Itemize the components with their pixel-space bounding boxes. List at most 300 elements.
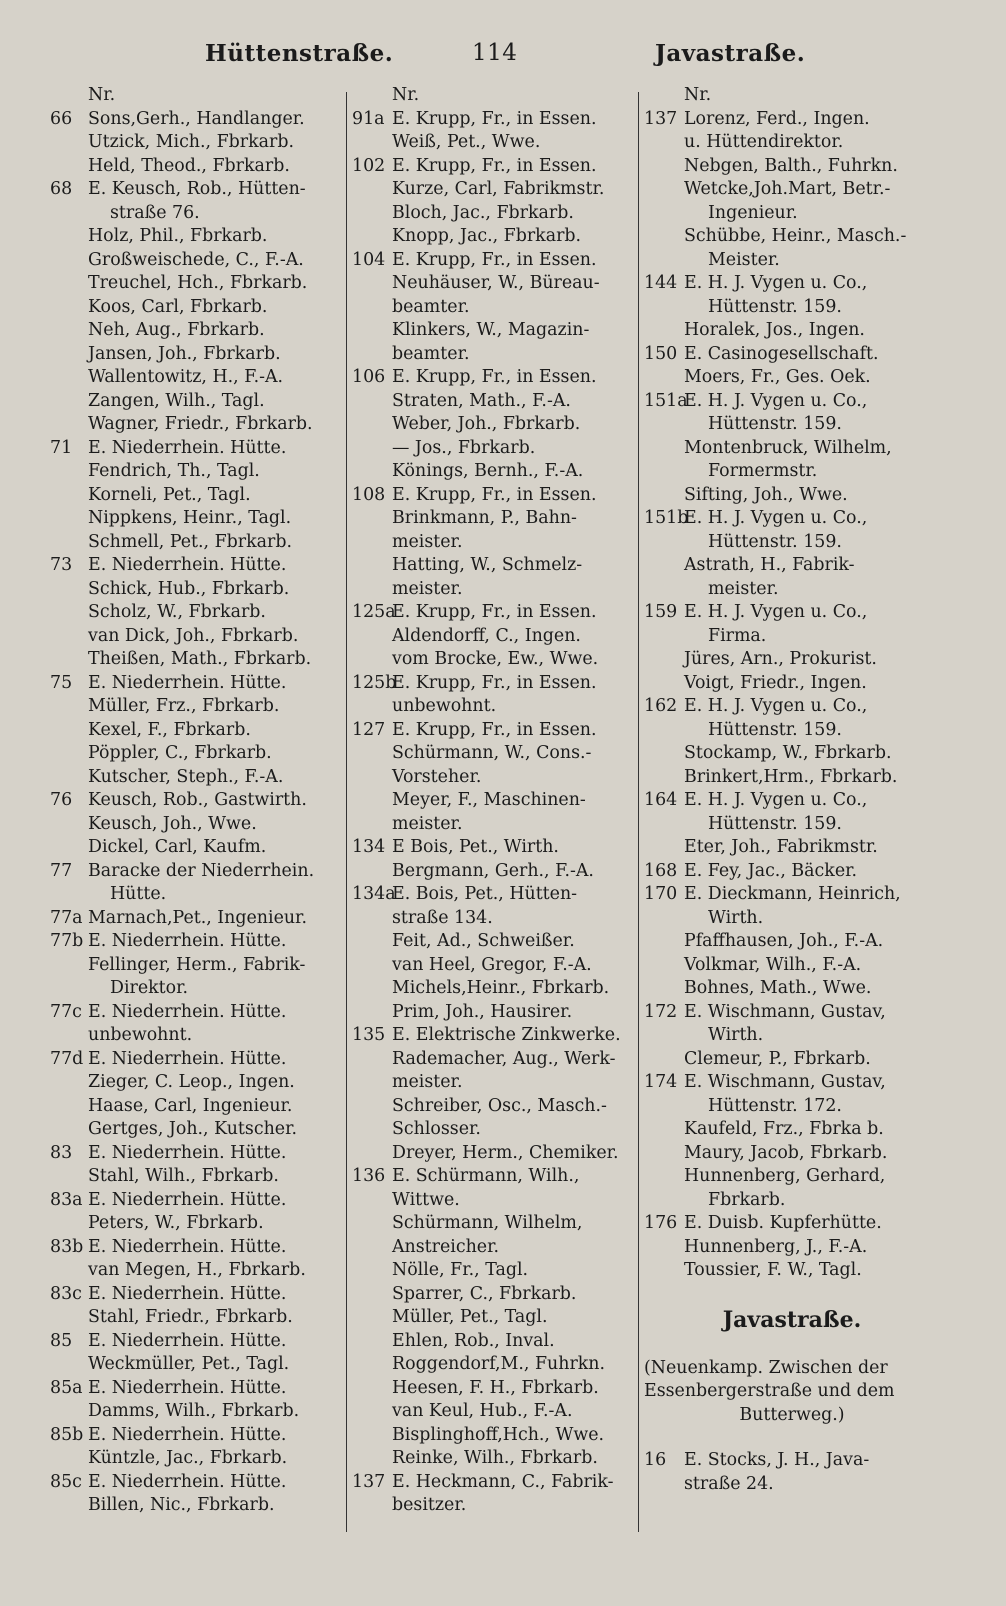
directory-entry-line bbox=[644, 672, 940, 696]
entry-text: Prim, Joh., Hausirer. bbox=[392, 1001, 573, 1022]
directory-entry-line bbox=[352, 1400, 638, 1424]
house-number: 151a bbox=[644, 390, 688, 411]
entry-text: Stahl, Wilh., Fbrkarb. bbox=[88, 1166, 279, 1186]
directory-entry-line bbox=[50, 625, 346, 649]
entry-text: Hüttenstr. 159. bbox=[708, 414, 842, 434]
directory-entry-line bbox=[50, 1330, 346, 1354]
directory-entry-line bbox=[352, 1330, 638, 1354]
directory-entry-line bbox=[50, 1259, 346, 1283]
directory-entry-line bbox=[644, 789, 940, 813]
house-number: 134 bbox=[352, 837, 386, 857]
entry-text: Meister. bbox=[708, 249, 780, 270]
entry-text: Damms, Wilh., Fbrkarb. bbox=[88, 1401, 300, 1421]
directory-entry-line bbox=[352, 719, 638, 743]
directory-entry-line bbox=[644, 648, 940, 672]
entry-text: E. Fey, Jac., Bäcker. bbox=[684, 860, 858, 881]
directory-entry-line bbox=[644, 1001, 940, 1025]
directory-entry-line bbox=[50, 695, 346, 719]
directory-entry-line bbox=[352, 1471, 638, 1495]
entry-text: E. Krupp, Fr., in Essen. bbox=[392, 108, 597, 129]
directory-entry-line bbox=[644, 1449, 940, 1473]
entry-text: Peters, W., Fbrkarb. bbox=[88, 1213, 264, 1233]
entry-text: Held, Theod., Fbrkarb. bbox=[88, 155, 290, 176]
entry-text: Nr. bbox=[684, 85, 712, 105]
directory-entry-line bbox=[50, 578, 346, 602]
entry-text: Wallentowitz, H., F.-A. bbox=[88, 367, 284, 387]
entry-text: Kurze, Carl, Fabrikmstr. bbox=[392, 179, 605, 199]
entry-text: Bergmann, Gerh., F.-A. bbox=[392, 860, 594, 881]
directory-entry-line bbox=[50, 1494, 346, 1518]
directory-entry-line bbox=[50, 954, 346, 978]
directory-entry-line bbox=[352, 108, 638, 132]
entry-text: u. Hüttendirektor. bbox=[684, 132, 844, 152]
entry-text: Knopp, Jac., Fbrkarb. bbox=[392, 226, 582, 246]
house-number: 83c bbox=[50, 1283, 82, 1304]
house-number: 125a bbox=[352, 602, 396, 622]
directory-entry-line bbox=[352, 578, 638, 602]
entry-text: Dickel, Carl, Kaufm. bbox=[88, 837, 267, 857]
house-number: 71 bbox=[50, 437, 73, 458]
house-number: 162 bbox=[644, 696, 678, 716]
directory-entry-line bbox=[644, 531, 940, 555]
entry-text: Neh, Aug., Fbrkarb. bbox=[88, 320, 265, 340]
directory-entry-line bbox=[352, 836, 638, 860]
entry-text: Schlosser. bbox=[392, 1119, 481, 1139]
house-number: 135 bbox=[352, 1025, 386, 1045]
entry-text: Wirth. bbox=[708, 907, 764, 928]
entry-text: Montenbruck, Wilhelm, bbox=[684, 437, 892, 458]
directory-entry-line bbox=[50, 319, 346, 343]
directory-entry-line bbox=[50, 1001, 346, 1025]
directory-entry-line bbox=[352, 1424, 638, 1448]
entry-text: Maury, Jacob, Fbrkarb. bbox=[684, 1142, 888, 1163]
house-number: 77b bbox=[50, 931, 84, 951]
entry-text: meister. bbox=[708, 578, 779, 599]
entry-text: Anstreicher. bbox=[392, 1236, 500, 1257]
entry-text: unbewohnt. bbox=[392, 696, 497, 716]
house-number: 85b bbox=[50, 1424, 84, 1445]
directory-entry-line bbox=[50, 766, 346, 790]
entry-text: Könings, Bernh., F.-A. bbox=[392, 461, 584, 481]
directory-entry-line bbox=[644, 108, 940, 132]
entry-text: Weckmüller, Pet., Tagl. bbox=[88, 1354, 290, 1374]
house-number: 137 bbox=[352, 1471, 386, 1492]
entry-text: Direktor. bbox=[110, 978, 189, 998]
directory-entry-line bbox=[644, 1165, 940, 1189]
entry-text: Schürmann, W., Cons.- bbox=[392, 743, 592, 763]
directory-entry-line bbox=[644, 907, 940, 931]
directory-entry-line bbox=[50, 883, 346, 907]
directory-entry-line bbox=[352, 366, 638, 390]
entry-text: Reinke, Wilh., Fbrkarb. bbox=[392, 1448, 598, 1468]
entry-text: Hüttenstr. 159. bbox=[708, 296, 842, 317]
entry-text: Toussier, F. W., Tagl. bbox=[684, 1260, 862, 1280]
entry-text: Schreiber, Osc., Masch.- bbox=[392, 1095, 607, 1116]
directory-entry-line bbox=[352, 1142, 638, 1166]
directory-entry-line bbox=[50, 1165, 346, 1189]
entry-text: Stockamp, W., Fbrkarb. bbox=[684, 743, 892, 763]
directory-entry-line bbox=[352, 695, 638, 719]
directory-entry-line bbox=[352, 319, 638, 343]
directory-entry-line bbox=[644, 742, 940, 766]
entry-text: Sifting, Joh., Wwe. bbox=[684, 484, 848, 505]
house-number: 76 bbox=[50, 790, 73, 810]
column-1 bbox=[50, 84, 346, 1518]
entry-text: Müller, Frz., Fbrkarb. bbox=[88, 696, 280, 716]
house-number: 104 bbox=[352, 249, 386, 270]
directory-entry-line bbox=[644, 1118, 940, 1142]
directory-entry-line bbox=[50, 930, 346, 954]
entry-text: Aldendorff, C., Ingen. bbox=[392, 625, 581, 646]
directory-entry-line bbox=[352, 789, 638, 813]
directory-entry-line bbox=[50, 390, 346, 414]
entry-text: E. Casinogesellschaft. bbox=[684, 343, 879, 364]
directory-entry-line bbox=[644, 484, 940, 508]
section-description: Butterweg.) bbox=[739, 1404, 845, 1425]
directory-entry-line bbox=[644, 977, 940, 1001]
directory-entry-line bbox=[50, 1447, 346, 1471]
directory-entry-line bbox=[50, 202, 346, 226]
section-description: Essenbergerstraße und dem bbox=[644, 1381, 895, 1401]
directory-entry-line bbox=[50, 789, 346, 813]
entry-text: Fendrich, Th., Tagl. bbox=[88, 461, 260, 481]
directory-entry-line bbox=[50, 813, 346, 837]
entry-text: Hüttenstr. 159. bbox=[708, 531, 842, 552]
directory-entry-line bbox=[352, 343, 638, 367]
entry-text: straße 76. bbox=[110, 202, 200, 223]
directory-entry-line bbox=[50, 366, 346, 390]
house-number: 68 bbox=[50, 179, 73, 199]
directory-entry-line bbox=[352, 484, 638, 508]
column-3 bbox=[644, 84, 940, 1496]
entry-text: Formermstr. bbox=[708, 461, 818, 481]
directory-entry-line bbox=[644, 319, 940, 343]
directory-entry-line bbox=[50, 460, 346, 484]
directory-entry-line bbox=[50, 249, 346, 273]
directory-entry-line bbox=[352, 1494, 638, 1518]
house-number: 164 bbox=[644, 790, 678, 810]
directory-entry-line bbox=[50, 1306, 346, 1330]
directory-entry-line bbox=[50, 1377, 346, 1401]
entry-text: Bohnes, Math., Wwe. bbox=[684, 978, 872, 998]
directory-entry-line bbox=[50, 719, 346, 743]
entry-text: Brinkmann, P., Bahn- bbox=[392, 508, 577, 528]
entry-text: Roggendorf,M., Fuhrkn. bbox=[392, 1354, 606, 1374]
entry-text: E. Duisb. Kupferhütte. bbox=[684, 1213, 882, 1233]
house-number: 151b bbox=[644, 508, 689, 528]
directory-entry-line bbox=[644, 1189, 940, 1213]
house-number: 77d bbox=[50, 1048, 84, 1069]
directory-entry-line bbox=[50, 131, 346, 155]
entry-text: Brinkert,Hrm., Fbrkarb. bbox=[684, 766, 898, 787]
directory-entry-line bbox=[352, 1118, 638, 1142]
directory-entry-line bbox=[352, 1306, 638, 1330]
directory-entry-line bbox=[352, 202, 638, 226]
entry-text: E. Niederrhein. Hütte. bbox=[88, 1142, 287, 1163]
directory-entry-line bbox=[50, 84, 346, 108]
directory-entry-line bbox=[352, 954, 638, 978]
directory-entry-line bbox=[50, 601, 346, 625]
directory-entry-line bbox=[644, 1259, 940, 1283]
entry-text: meister. bbox=[392, 813, 463, 834]
directory-entry-line bbox=[644, 930, 940, 954]
entry-text: Utzick, Mich., Fbrkarb. bbox=[88, 132, 294, 152]
directory-entry-line bbox=[644, 1212, 940, 1236]
entry-text: Schübbe, Heinr., Masch.- bbox=[684, 226, 907, 246]
directory-entry-line bbox=[352, 977, 638, 1001]
directory-entry-line bbox=[644, 836, 940, 860]
house-number: 150 bbox=[644, 343, 678, 364]
directory-entry-line bbox=[50, 1471, 346, 1495]
directory-entry-line bbox=[50, 1189, 346, 1213]
entry-text: E. Niederrhein. Hütte. bbox=[88, 931, 287, 951]
directory-entry-line bbox=[644, 719, 940, 743]
entry-text: straße 24. bbox=[684, 1473, 774, 1494]
column-2 bbox=[352, 84, 638, 1518]
entry-text: Kutscher, Steph., F.-A. bbox=[88, 766, 284, 787]
house-number: 91a bbox=[352, 108, 385, 129]
entry-text: E. Heckmann, C., Fabrik- bbox=[392, 1471, 614, 1492]
entry-text: Holz, Phil., Fbrkarb. bbox=[88, 226, 268, 246]
directory-entry-line bbox=[644, 1095, 940, 1119]
running-header-right: Javastraße. bbox=[655, 40, 806, 67]
directory-entry-line bbox=[352, 225, 638, 249]
section-title: Javastraße. bbox=[722, 1306, 862, 1333]
directory-entry-line bbox=[50, 1048, 346, 1072]
directory-entry-line bbox=[644, 1071, 940, 1095]
entry-text: Jüres, Arn., Prokurist. bbox=[684, 649, 877, 669]
entry-text: Wagner, Friedr., Fbrkarb. bbox=[88, 414, 313, 434]
entry-text: Feit, Ad., Schweißer. bbox=[392, 931, 575, 951]
directory-entry-line bbox=[352, 930, 638, 954]
house-number: 85a bbox=[50, 1377, 83, 1398]
house-number: 83a bbox=[50, 1189, 83, 1210]
directory-entry-line bbox=[50, 531, 346, 555]
house-number: 108 bbox=[352, 484, 386, 505]
entry-text: Müller, Pet., Tagl. bbox=[392, 1307, 548, 1327]
entry-text: Pöppler, C., Fbrkarb. bbox=[88, 743, 272, 763]
entry-text: E. Niederrhein. Hütte. bbox=[88, 1471, 287, 1492]
directory-entry-line bbox=[352, 1259, 638, 1283]
entry-text: E. Wischmann, Gustav, bbox=[684, 1001, 886, 1022]
house-number: 168 bbox=[644, 860, 678, 881]
entry-text: beamter. bbox=[392, 296, 470, 317]
entry-text: E. Niederrhein. Hütte. bbox=[88, 1236, 287, 1257]
house-number: 106 bbox=[352, 367, 386, 387]
entry-text: Keusch, Joh., Wwe. bbox=[88, 813, 257, 834]
entry-text: Schürmann, Wilhelm, bbox=[392, 1213, 583, 1233]
house-number: 83b bbox=[50, 1236, 84, 1257]
entry-text: Hüttenstr. 172. bbox=[708, 1095, 842, 1116]
house-number: 144 bbox=[644, 273, 678, 293]
directory-entry-line bbox=[50, 1400, 346, 1424]
entry-text: Bloch, Jac., Fbrkarb. bbox=[392, 202, 574, 223]
entry-text: Kexel, F., Fbrkarb. bbox=[88, 719, 251, 740]
column-divider bbox=[638, 92, 639, 1532]
directory-entry-line bbox=[352, 860, 638, 884]
house-number: 85c bbox=[50, 1471, 82, 1492]
house-number: 125b bbox=[352, 672, 397, 693]
entry-text: E. Krupp, Fr., in Essen. bbox=[392, 672, 597, 693]
house-number: 16 bbox=[644, 1450, 667, 1470]
directory-entry-line bbox=[352, 1048, 638, 1072]
entry-text: Großweischede, C., F.-A. bbox=[88, 249, 304, 270]
entry-text: Michels,Heinr., Fbrkarb. bbox=[392, 978, 610, 998]
directory-entry-line bbox=[352, 766, 638, 790]
entry-text: E. Elektrische Zinkwerke. bbox=[392, 1025, 621, 1045]
directory-entry-line bbox=[352, 1447, 638, 1471]
entry-text: E. Niederrhein. Hütte. bbox=[88, 437, 287, 458]
entry-text: E. Niederrhein. Hütte. bbox=[88, 1189, 287, 1210]
entry-text: E. Krupp, Fr., in Essen. bbox=[392, 484, 597, 505]
column-divider bbox=[346, 92, 347, 1532]
entry-text: E. H. J. Vygen u. Co., bbox=[684, 390, 868, 411]
entry-text: Baracke der Niederrhein. bbox=[88, 860, 315, 881]
directory-entry-line bbox=[352, 1283, 638, 1307]
directory-entry-line bbox=[50, 507, 346, 531]
entry-text: Moers, Fr., Ges. Oek. bbox=[684, 367, 871, 387]
entry-text: Weiß, Pet., Wwe. bbox=[392, 132, 541, 152]
house-number: 127 bbox=[352, 719, 386, 740]
entry-text: Horalek, Jos., Ingen. bbox=[684, 320, 865, 340]
entry-text: Sparrer, C., Fbrkarb. bbox=[392, 1283, 577, 1304]
directory-entry-line bbox=[352, 1189, 638, 1213]
directory-entry-line bbox=[352, 742, 638, 766]
entry-text: vom Brocke, Ew., Wwe. bbox=[392, 649, 599, 669]
entry-text: E Bois, Pet., Wirth. bbox=[392, 837, 559, 857]
directory-entry-line bbox=[644, 272, 940, 296]
directory-entry-line bbox=[644, 766, 940, 790]
directory-entry-line bbox=[352, 907, 638, 931]
entry-text: Bisplinghoff,Hch., Wwe. bbox=[392, 1424, 605, 1445]
entry-text: Heesen, F. H., Fbrkarb. bbox=[392, 1377, 599, 1398]
entry-text: Nebgen, Balth., Fuhrkn. bbox=[684, 155, 898, 176]
entry-text: Koos, Carl, Fbrkarb. bbox=[88, 296, 268, 317]
entry-text: Gertges, Joh., Kutscher. bbox=[88, 1119, 298, 1139]
directory-entry-line bbox=[352, 883, 638, 907]
entry-text: Marnach,Pet., Ingenieur. bbox=[88, 907, 307, 928]
house-number: 176 bbox=[644, 1213, 678, 1233]
directory-entry-line bbox=[50, 907, 346, 931]
house-number: 137 bbox=[644, 108, 678, 129]
house-number: 136 bbox=[352, 1166, 386, 1186]
entry-text: Clemeur, P., Fbrkarb. bbox=[684, 1048, 871, 1069]
directory-entry-line bbox=[352, 413, 638, 437]
entry-text: Meyer, F., Maschinen- bbox=[392, 790, 586, 810]
directory-entry-line bbox=[352, 1212, 638, 1236]
house-number: 77a bbox=[50, 907, 83, 928]
directory-entry-line bbox=[352, 84, 638, 108]
directory-entry-line bbox=[50, 1142, 346, 1166]
house-number: 73 bbox=[50, 555, 73, 575]
directory-entry-line bbox=[644, 249, 940, 273]
entry-text: Vorsteher. bbox=[392, 766, 482, 787]
directory-entry-line bbox=[352, 625, 638, 649]
entry-text: E. Niederrhein. Hütte. bbox=[88, 1330, 287, 1351]
directory-entry-line bbox=[644, 507, 940, 531]
house-number: 66 bbox=[50, 108, 73, 129]
directory-entry-line bbox=[644, 413, 940, 437]
entry-text: Volkmar, Wilh., F.-A. bbox=[684, 954, 862, 975]
entry-text: Zangen, Wilh., Tagl. bbox=[88, 390, 265, 411]
directory-entry-line bbox=[644, 460, 940, 484]
entry-text: Hüttenstr. 159. bbox=[708, 813, 842, 834]
directory-entry-line bbox=[50, 272, 346, 296]
entry-text: Treuchel, Hch., Fbrkarb. bbox=[88, 273, 308, 293]
entry-text: E. Krupp, Fr., in Essen. bbox=[392, 367, 597, 387]
entry-text: Zieger, C. Leop., Ingen. bbox=[88, 1072, 295, 1092]
directory-entry-line bbox=[352, 507, 638, 531]
entry-text: Weber, Joh., Fbrkarb. bbox=[392, 414, 581, 434]
directory-entry-line bbox=[352, 1024, 638, 1048]
entry-text: Fbrkarb. bbox=[708, 1189, 786, 1210]
directory-entry-line bbox=[644, 1473, 940, 1497]
entry-text: van Megen, H., Fbrkarb. bbox=[88, 1260, 306, 1280]
house-number: 75 bbox=[50, 672, 73, 693]
entry-text: meister. bbox=[392, 1072, 463, 1092]
directory-entry-line bbox=[50, 836, 346, 860]
directory-entry-line bbox=[50, 1095, 346, 1119]
entry-text: E. H. J. Vygen u. Co., bbox=[684, 696, 868, 716]
directory-entry-line bbox=[352, 1001, 638, 1025]
entry-text: Billen, Nic., Fbrkarb. bbox=[88, 1495, 275, 1515]
directory-entry-line bbox=[352, 178, 638, 202]
directory-entry-line bbox=[644, 1142, 940, 1166]
directory-entry-line bbox=[50, 1071, 346, 1095]
entry-text: beamter. bbox=[392, 343, 470, 364]
directory-entry-line bbox=[352, 531, 638, 555]
directory-entry-line bbox=[644, 296, 940, 320]
directory-entry-line bbox=[644, 343, 940, 367]
entry-text: Wirth. bbox=[708, 1025, 764, 1045]
house-number: 134a bbox=[352, 884, 396, 904]
directory-entry-line bbox=[352, 272, 638, 296]
house-number: 102 bbox=[352, 155, 386, 176]
entry-text: Nr. bbox=[392, 85, 420, 105]
directory-entry-line bbox=[644, 883, 940, 907]
entry-text: Dreyer, Herm., Chemiker. bbox=[392, 1142, 619, 1163]
directory-entry-line bbox=[352, 601, 638, 625]
directory-entry-line bbox=[644, 225, 940, 249]
entry-text: Klinkers, W., Magazin- bbox=[392, 320, 590, 340]
house-number: 174 bbox=[644, 1072, 678, 1092]
entry-text: Schmell, Pet., Fbrkarb. bbox=[88, 531, 292, 552]
entry-text: Stahl, Friedr., Fbrkarb. bbox=[88, 1307, 293, 1327]
entry-text: Voigt, Friedr., Ingen. bbox=[684, 672, 867, 693]
directory-entry-line bbox=[50, 1353, 346, 1377]
directory-entry-line bbox=[50, 977, 346, 1001]
entry-text: Nr. bbox=[88, 85, 116, 105]
directory-entry-line bbox=[50, 1118, 346, 1142]
entry-text: E. Krupp, Fr., in Essen. bbox=[392, 719, 597, 740]
entry-text: meister. bbox=[392, 531, 463, 552]
entry-text: Haase, Carl, Ingenieur. bbox=[88, 1095, 293, 1116]
directory-entry-line bbox=[50, 672, 346, 696]
directory-entry-line bbox=[352, 1165, 638, 1189]
directory-entry-line bbox=[644, 954, 940, 978]
page-number: 114 bbox=[472, 40, 518, 66]
entry-text: E. Krupp, Fr., in Essen. bbox=[392, 155, 597, 176]
directory-entry-line bbox=[644, 390, 940, 414]
entry-text: E. Niederrhein. Hütte. bbox=[88, 1048, 287, 1069]
entry-text: Fellinger, Herm., Fabrik- bbox=[88, 954, 306, 975]
directory-entry-line bbox=[50, 108, 346, 132]
entry-text: Hatting, W., Schmelz- bbox=[392, 555, 583, 575]
directory-entry-line bbox=[50, 1024, 346, 1048]
house-number: 159 bbox=[644, 602, 678, 622]
directory-entry-line bbox=[352, 554, 638, 578]
directory-entry-line bbox=[644, 155, 940, 179]
